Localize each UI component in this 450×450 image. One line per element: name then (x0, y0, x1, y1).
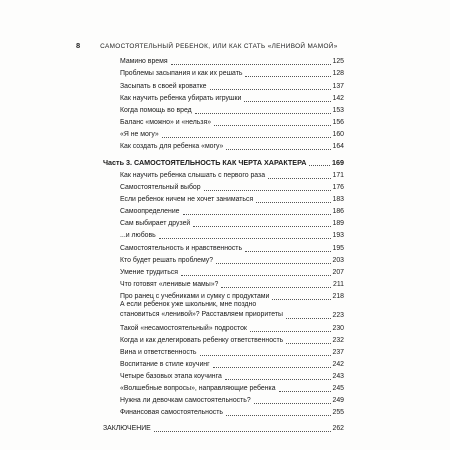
toc-entry: Сам выбирает друзей 189 (120, 220, 344, 227)
toc-entry: ...и любовь 193 (120, 232, 344, 239)
running-header (76, 41, 406, 50)
toc-entry: Самостоятельность и нравственность 195 (120, 245, 344, 252)
toc-entry: Баланс «можно» и «нельзя» 156 (120, 119, 344, 126)
toc-entry: Как создать для ребенка «могу» 164 (120, 143, 344, 150)
part-heading: Часть 3. САМОСТОЯТЕЛЬНОСТЬ КАК ЧЕРТА ХАРАКТЕРА 169 (103, 158, 344, 167)
toc-entry: Вина и ответственность 237 (120, 349, 344, 356)
toc-entry: Что готовят «ленивые мамы»? 211 (120, 281, 344, 288)
toc-entry: Мамино время 125 (120, 58, 344, 65)
toc-entry: Когда помощь во вред 153 (120, 107, 344, 114)
toc-entry: Если ребенок ничем не хочет заниматься 183 (120, 196, 344, 203)
toc-entry: Когда и как делегировать ребенку ответственность 232 (120, 337, 344, 344)
toc-entry: Засыпать в своей кроватке 137 (120, 83, 344, 90)
toc-entry: Самостоятельный выбор 176 (120, 184, 344, 191)
toc-entry: Четыре базовых этапа коучинга 243 (120, 373, 344, 380)
toc-entry-multiline: А если ребенок уже школьник, мне поздно становиться «ленивой»? Расставляем приоритеты 223 (120, 301, 344, 319)
toc-entry: Финансовая самостоятельность 255 (120, 409, 344, 416)
toc-entry: «Я не могу» 160 (120, 131, 344, 138)
toc-entry: Как научить ребенка слышать с первого раза 171 (120, 172, 344, 179)
toc-entry: Воспитание в стиле коучинг 242 (120, 361, 344, 368)
toc-entry: Про ранец с учебниками и сумку с продуктами 218 (120, 293, 344, 300)
running-title: САМОСТОЯТЕЛЬНЫЙ РЕБЕНОК, ИЛИ КАК СТАТЬ «ЛЕНИВОЙ МАМОЙ» (100, 43, 338, 50)
toc-entry: «Волшебные вопросы», направляющие ребенка 245 (120, 385, 344, 392)
toc-entry: Проблемы засыпания и как их решать 128 (120, 70, 344, 77)
toc-entry: Самоопределение 186 (120, 208, 344, 215)
toc-entry: Такой «несамостоятельный» подросток 230 (120, 325, 344, 332)
toc-entry: Как научить ребенка убирать игрушки 142 (120, 95, 344, 102)
toc-entry: Кто будет решать проблему? 203 (120, 257, 344, 264)
toc-conclusion: ЗАКЛЮЧЕНИЕ 262 (103, 425, 344, 432)
toc-entry: Нужна ли девочкам самостоятельность? 249 (120, 397, 344, 404)
toc-entry: Умение трудиться 207 (120, 269, 344, 276)
page-number: 8 (76, 41, 81, 50)
